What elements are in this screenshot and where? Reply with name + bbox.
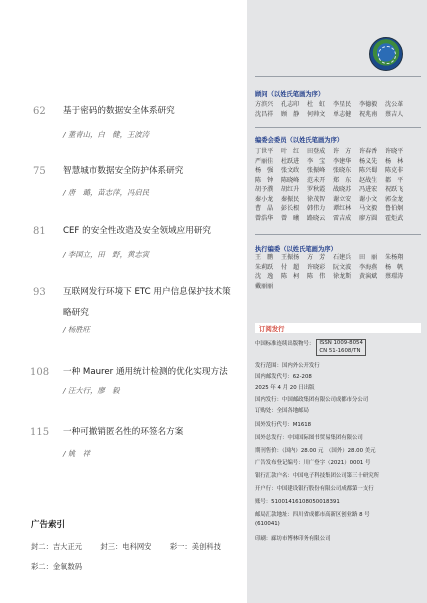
divider — [255, 76, 421, 77]
issn-label: 中国标准连续出版物号： — [255, 341, 315, 347]
pub-line: 国内发行：中国邮政集团有限公司成都市分公司 — [255, 397, 369, 403]
board-member-name: 杜 虹 — [307, 101, 326, 108]
page-number: 93 — [33, 287, 46, 298]
board-member-name: 许 方 — [333, 148, 352, 155]
board-member-name: 徐茂智 — [307, 195, 326, 203]
board-member-name: 叶 红 — [281, 148, 300, 155]
board-member-name: 陈晓峰 — [281, 176, 300, 184]
editors-title: 执行编委（以姓氏笔画为序） — [255, 246, 337, 253]
editors-list — [255, 253, 423, 291]
pub-line: 账号：51001416108050018391 — [255, 499, 340, 505]
board-member-name: 王振扬 — [281, 254, 300, 261]
board-member-name: 李星民 — [333, 101, 352, 108]
pub-line: 发行范围：国内外公开发行 — [255, 363, 320, 369]
pub-line: 开户行：中国建设银行股份有限公司成都第一支行 — [255, 486, 374, 492]
board-member-name: 赵战生 — [359, 176, 378, 184]
board-member-name: 谢小文 — [359, 195, 378, 203]
issn-box — [316, 339, 366, 356]
journal-logo-icon — [369, 37, 403, 71]
board-member-name: 沈公革 — [385, 101, 404, 108]
board-member-name: 彭长根 — [281, 205, 300, 213]
board-member-name: 郑 东 — [333, 176, 352, 184]
board-member-name: 韩伟力 — [307, 205, 326, 213]
board-member-name: 朱杨翔 — [385, 254, 404, 261]
board-member-name: 冯进宏 — [359, 186, 378, 194]
pub-line-issn — [255, 339, 366, 356]
board-member-name: 徐龙斯 — [333, 273, 352, 281]
board-member-name: 蔡吉人 — [385, 110, 404, 118]
article-authors: / 杨胜旺 — [63, 325, 91, 334]
board-member-name: 何帅文 — [307, 110, 326, 118]
pub-line: 邮局汇款地址：四川省成都市高新区创业路 8 号 — [255, 512, 370, 518]
article-title[interactable]: 互联网发行环境下 ETC 用户信息保护技术策略研究 — [63, 287, 231, 318]
ad-item: 彩二：金氧数码 — [31, 562, 83, 571]
board-member-name: 田登成 — [307, 148, 326, 155]
board-member-name: 都 平 — [385, 176, 404, 184]
board-member-name: 蔡璟涛 — [385, 273, 404, 281]
board-member-name: 孔志印 — [281, 101, 300, 108]
pub-line: 国外发行代号：M1618 — [255, 422, 312, 428]
board-member-name: 曾 曦 — [281, 214, 300, 222]
board-member-name: 朱莉跃 — [255, 263, 274, 271]
board-member-name: 陈 钟 — [255, 176, 274, 184]
board-member-name: 张晓东 — [333, 167, 352, 175]
board-member-name: 罗秋霞 — [307, 186, 326, 194]
board-member-name: 陈兴蜀 — [359, 167, 378, 175]
board-member-name: 阮文波 — [333, 263, 352, 271]
page-number: 108 — [30, 367, 50, 378]
pub-line: (610041) — [255, 521, 280, 527]
board-member-name: 王 鹏 — [255, 254, 274, 261]
board-member-name: 石建兵 — [333, 254, 352, 261]
issn-number: ISSN 1009-8054 — [319, 340, 363, 346]
divider — [255, 234, 421, 235]
pub-line: 印刷：廊坊市博林印务有限公司 — [255, 536, 331, 542]
board-member-name: 霍炬武 — [385, 214, 404, 222]
board-member-name: 曹 晶 — [255, 205, 274, 213]
article-authors: / 董青山，白 健，王波涛 — [63, 130, 150, 139]
board-member-name: 顾 静 — [281, 110, 300, 118]
ad-item: 彩一：美创科技 — [169, 542, 221, 551]
board-member-name: 杨 林 — [385, 157, 404, 165]
article-title[interactable]: 基于密码的数据安全体系研究 — [63, 106, 175, 116]
board-member-name: 许晓平 — [385, 148, 404, 155]
advisors-list — [255, 100, 423, 119]
committee-title: 编委会委员（以姓氏笔画为序） — [255, 137, 344, 144]
ad-index — [31, 518, 241, 572]
ad-index-header: 广告索引 — [31, 520, 66, 530]
board-member-name: 张振峰 — [307, 167, 326, 175]
board-member-name: 许晓彩 — [307, 263, 326, 271]
board-member-name: 沈 逸 — [255, 273, 274, 281]
committee-list — [255, 147, 423, 223]
pub-line: 订购处：全国各地邮局 — [255, 408, 309, 414]
board-member-name: 田 丽 — [359, 254, 378, 261]
board-member-name: 秦振民 — [281, 195, 300, 203]
article-authors: / 李国立，田 野，黄志寅 — [63, 250, 150, 259]
article-title[interactable]: CEF 的安全性改造及安全领域应用研究 — [63, 226, 212, 236]
board-member-name: 李建华 — [333, 157, 352, 165]
board-member-name: 李德毅 — [359, 101, 378, 108]
board-member-name: 范未开 — [307, 176, 326, 184]
board-member-name: 张文政 — [281, 167, 300, 175]
board-member-name: 雷吉成 — [333, 214, 352, 222]
pub-line: 2025 年 4 月 20 日出版 — [255, 385, 315, 391]
board-member-name: 陈克非 — [385, 167, 404, 175]
board-member-name: 陈 伟 — [307, 273, 326, 281]
subscription-title: 订阅发行 — [259, 325, 285, 333]
divider — [255, 127, 421, 128]
board-member-name: 谭红林 — [333, 205, 352, 213]
board-member-name: 严丽佳 — [255, 157, 274, 165]
cn-number: CN 51-1608/TN — [319, 347, 361, 354]
board-member-name: 曾浩华 — [255, 214, 274, 222]
pub-line: 期刊售价：（国内）28.00 元 （国外）28.00 美元 — [255, 448, 376, 454]
article-title[interactable]: 一种可撤销匿名性的环签名方案 — [63, 427, 184, 437]
board-member-name: 杨义先 — [359, 157, 378, 165]
pub-line: 国外总发行：中国国际图书贸易集团有限公司 — [255, 435, 363, 441]
advisors-title: 顾问（以姓氏笔画为序） — [255, 91, 325, 98]
board-member-name: 单志健 — [333, 110, 352, 118]
board-member-name: 杜跃进 — [281, 157, 300, 165]
article-title[interactable]: 一种 Maurer 通用统计检测的优化实现方法 — [63, 367, 228, 377]
board-member-name: 许春香 — [359, 148, 378, 155]
board-member-name: 李海燕 — [359, 263, 378, 271]
board-member-name: 杨 帆 — [385, 263, 404, 271]
board-member-name: 黄演斌 — [359, 273, 378, 281]
board-member-name: 胡红升 — [281, 186, 300, 194]
pub-line: 广告发布登记编号：川广登字（2021）0001 号 — [255, 460, 371, 466]
board-member-name: 丁世平 — [255, 148, 274, 155]
board-member-name: 方 芳 — [307, 254, 326, 261]
board-member-name: 付 超 — [281, 263, 300, 271]
board-member-name: 鲁伯炯 — [385, 205, 404, 213]
article-authors: / 汪大行，廖 毅 — [63, 386, 120, 395]
board-member-name: 廖方圆 — [359, 214, 378, 222]
pub-line: 国内邮发代号：62-208 — [255, 374, 312, 380]
board-member-name: 祝跃飞 — [385, 186, 404, 194]
pub-line: 银行汇款户名：中国电子科技集团公司第三十研究所 — [255, 473, 379, 479]
info-panel — [247, 0, 427, 603]
ad-item: 封二：吉大正元 — [31, 542, 83, 551]
board-member-name: 秦小龙 — [255, 195, 274, 203]
board-member-name: 战晓苏 — [333, 186, 352, 194]
board-member-name: 郭金龙 — [385, 195, 404, 203]
board-member-name: 杨 强 — [255, 167, 274, 175]
board-member-name: 祝兆南 — [359, 110, 378, 118]
page-number: 75 — [33, 166, 46, 177]
board-member-name: 胡予濮 — [255, 186, 274, 194]
board-member-name: 李 宝 — [307, 157, 326, 165]
ad-item: 封三：电科网安 — [100, 542, 152, 551]
board-member-name: 马文毅 — [359, 205, 378, 213]
page-number: 115 — [30, 427, 50, 438]
board-member-name: 戴丽丽 — [255, 282, 274, 290]
board-member-name: 沈昌祥 — [255, 110, 274, 118]
article-authors: / 唐 璐，苗志萍，冯启民 — [63, 188, 150, 197]
article-title[interactable]: 智慧城市数据安全防护体系研究 — [63, 166, 184, 176]
page-number: 81 — [33, 226, 46, 237]
page-number: 62 — [33, 106, 46, 117]
board-member-name: 方滨兴 — [255, 101, 274, 108]
board-member-name: 陈 柯 — [281, 273, 300, 281]
article-authors: / 姚 祥 — [63, 449, 91, 458]
board-member-name: 路晓云 — [307, 214, 326, 222]
board-member-name: 谢立安 — [333, 195, 352, 203]
